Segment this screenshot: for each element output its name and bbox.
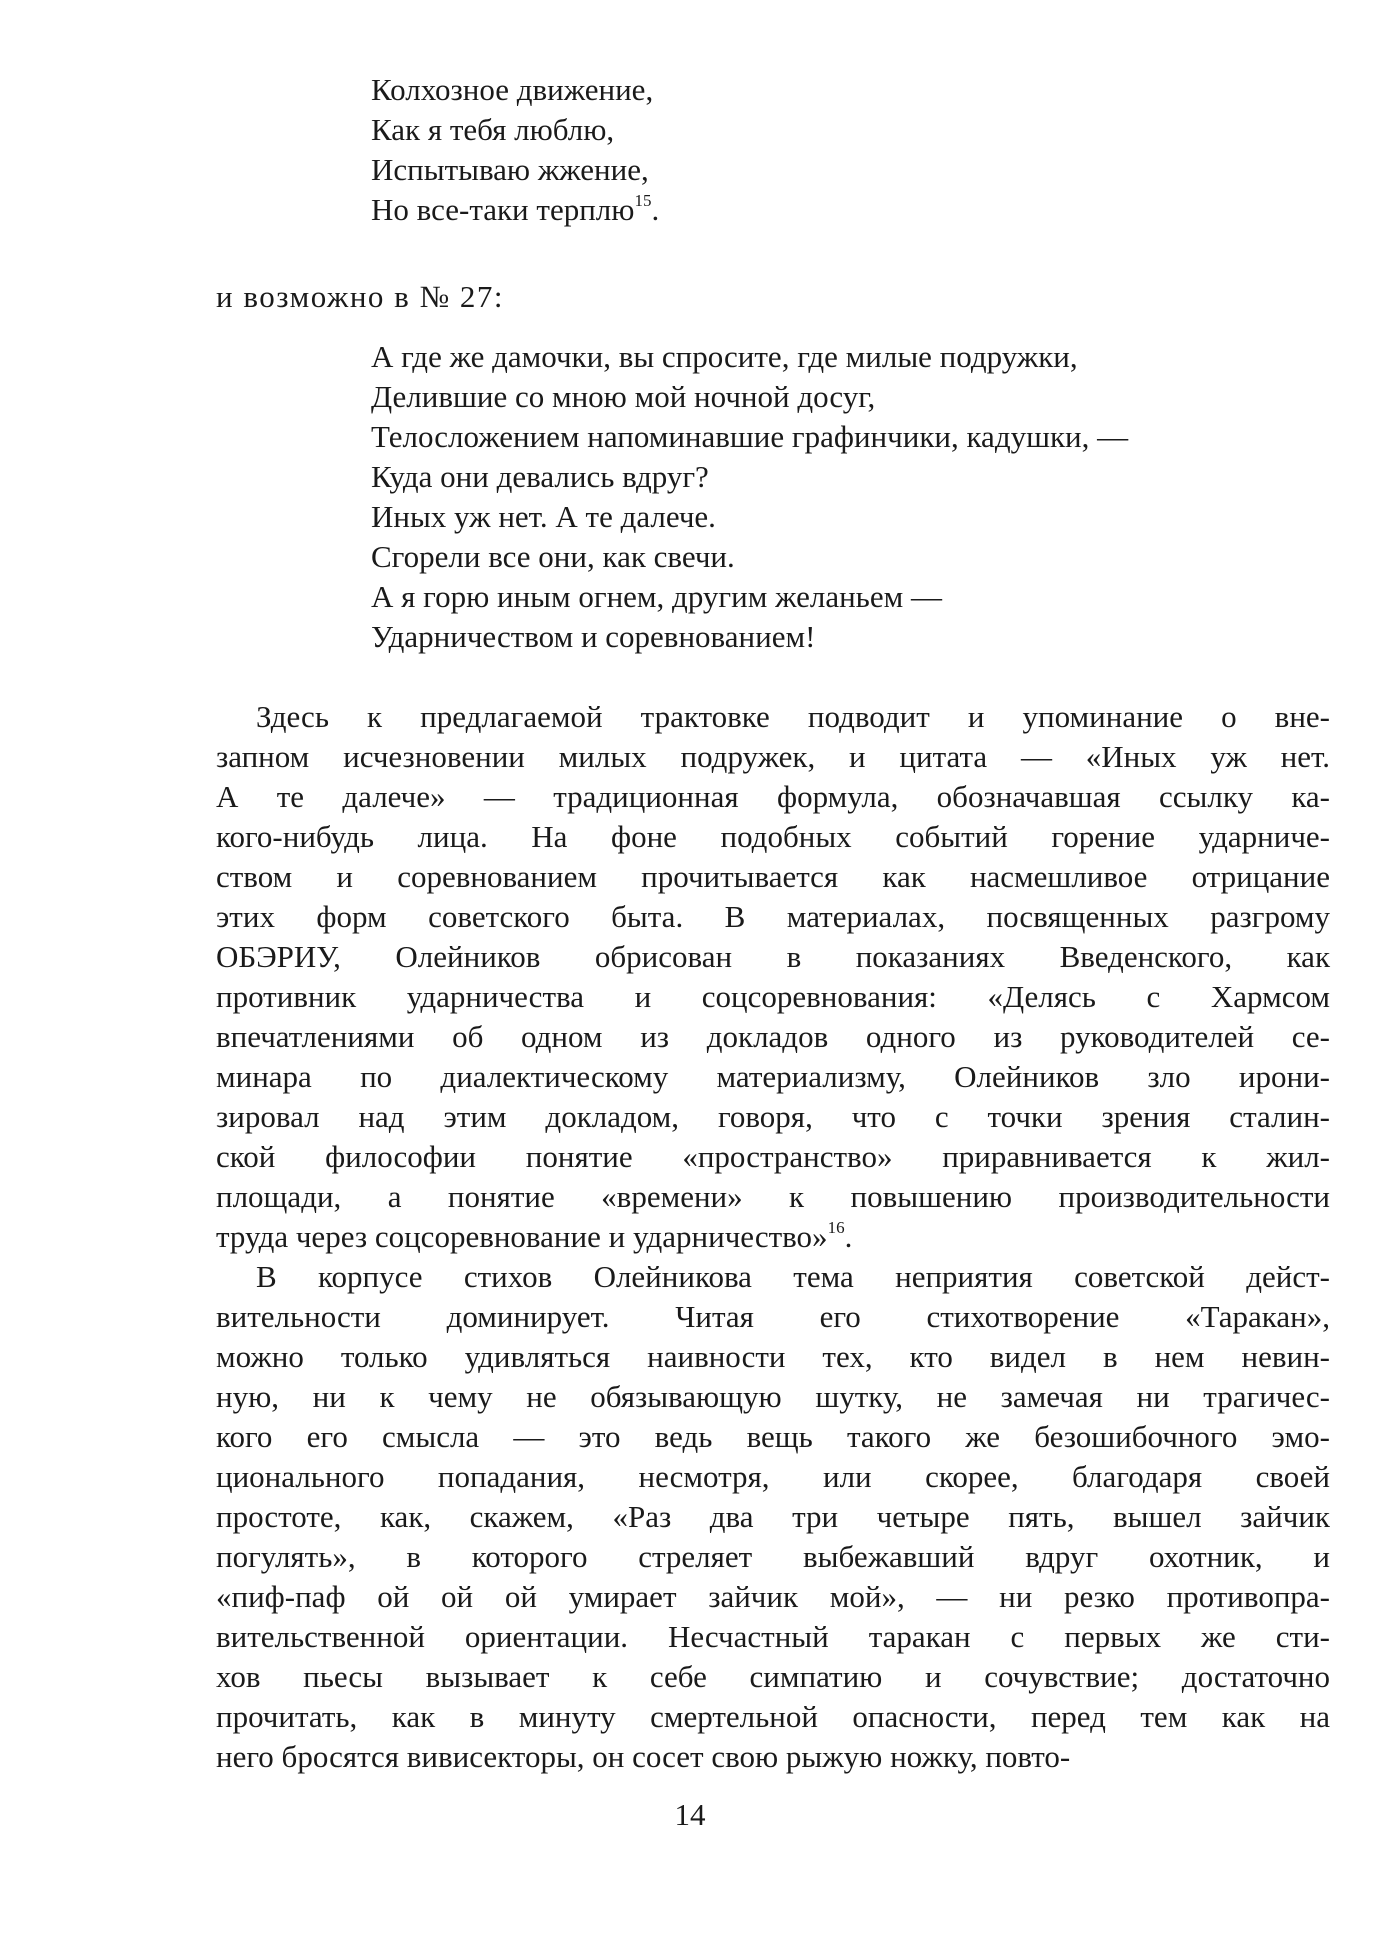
line-text: ской философии понятие «пространство» приравнивается к жил-: [216, 1139, 1330, 1174]
line-text: А я горю иным огнем, другим желаньем —: [371, 579, 942, 614]
line-text: площади, а понятие «времени» к повышению производительности: [216, 1179, 1330, 1214]
line-text: Колхозное движение,: [371, 72, 654, 107]
poem-line: [371, 417, 1128, 457]
intro-line: и возможно в № 27:: [216, 279, 505, 314]
paragraph-line: [216, 897, 1330, 937]
line-text: В корпусе стихов Олейникова тема неприятия советской дейст-: [256, 1259, 1330, 1294]
line-text: Сгорели все они, как свечи.: [371, 539, 735, 574]
paragraph-line: [216, 1137, 1330, 1177]
paragraph-line: [216, 1217, 1330, 1257]
poem-line: [371, 377, 1128, 417]
poem-line: [371, 110, 659, 150]
poem-line: [371, 617, 1128, 657]
poem-line: [371, 337, 1128, 377]
paragraph-line: [216, 1017, 1330, 1057]
line-text: него бросятся вивисекторы, он сосет свою рыжую ножку, повто-: [216, 1739, 1071, 1774]
line-text: Но все-таки терплю: [371, 192, 635, 227]
line-text: Как я тебя люблю,: [371, 112, 615, 147]
paragraph-line: [216, 737, 1330, 777]
line-text: Здесь к предлагаемой трактовке подводит и упоминание о вне-: [256, 699, 1330, 734]
paragraph-line: [216, 1457, 1330, 1497]
paragraph-line: [216, 1177, 1330, 1217]
paragraph-line: [216, 977, 1330, 1017]
poem-line: [371, 150, 659, 190]
line-text: зировал над этим докладом, говоря, что с точки зрения сталин-: [216, 1099, 1330, 1134]
line-text: Испытываю жжение,: [371, 152, 649, 187]
line-text: прочитать, как в минуту смертельной опасности, перед тем как на: [216, 1699, 1330, 1734]
line-text: хов пьесы вызывает к себе симпатию и сочувствие; достаточно: [216, 1659, 1330, 1694]
line-text: Иных уж нет. А те далече.: [371, 499, 716, 534]
paragraph-line: [216, 817, 1330, 857]
line-text: ством и соревнованием прочитывается как насмешливое отрицание: [216, 859, 1330, 894]
paragraph-line: [216, 1537, 1330, 1577]
line-text: запном исчезновении милых подружек, и цитата — «Иных уж нет.: [216, 739, 1330, 774]
line-text: кого его смысла — это ведь вещь такого же безошибочного эмо-: [216, 1419, 1330, 1454]
line-text: вительственной ориентации. Несчастный таракан с первых же сти-: [216, 1619, 1330, 1654]
line-text: А где же дамочки, вы спросите, где милые подружки,: [371, 339, 1078, 374]
line-text: Куда они девались вдруг?: [371, 459, 709, 494]
paragraph-line: [216, 1297, 1330, 1337]
line-text: этих форм советского быта. В материалах, посвященных разгрому: [216, 899, 1330, 934]
paragraph-line: [216, 1097, 1330, 1137]
line-text: погулять», в которого стреляет выбежавший вдруг охотник, и: [216, 1539, 1330, 1574]
paragraph-line: [216, 1057, 1330, 1097]
line-text: труда через соцсоревнование и ударничество»: [216, 1219, 828, 1254]
paragraph-line: [216, 937, 1330, 977]
line-text: впечатлениями об одном из докладов одного из руководителей се-: [216, 1019, 1330, 1054]
paragraph-line: [216, 1377, 1330, 1417]
line-text: простоте, как, скажем, «Раз два три четыре пять, вышел зайчик: [216, 1499, 1330, 1534]
line-text: Делившие со мною мой ночной досуг,: [371, 379, 876, 414]
paragraph-line: [216, 1337, 1330, 1377]
poem-line: [371, 70, 659, 110]
poem-line: [371, 497, 1128, 537]
line-text: «пиф-паф ой ой ой умирает зайчик мой», — ни резко противопра-: [216, 1579, 1330, 1614]
line-text: А те далече» — традиционная формула, обозначавшая ссылку ка-: [216, 779, 1330, 814]
paragraph-line: [216, 697, 1330, 737]
line-text: Телосложением напоминавшие графинчики, кадушки, —: [371, 419, 1129, 454]
paragraph-line: [216, 857, 1330, 897]
line-text: кого-нибудь лица. На фоне подобных событий горение ударниче-: [216, 819, 1330, 854]
paragraph-line: [216, 1417, 1330, 1457]
paragraph-line: [216, 1497, 1330, 1537]
body-text: [216, 697, 1330, 1777]
paragraph-line: [216, 1737, 1330, 1777]
paragraph-line: [216, 1577, 1330, 1617]
paragraph-line: [216, 1697, 1330, 1737]
line-text: минара по диалектическому материализму, Олейников зло ирони-: [216, 1059, 1330, 1094]
page-number: 14: [674, 1797, 706, 1832]
footnote-ref: 15: [634, 191, 652, 210]
footnote-ref: 16: [827, 1218, 845, 1237]
poem-line: [371, 190, 659, 230]
paragraph-line: [216, 1257, 1330, 1297]
line-text: можно только удивляться наивности тех, кто видел в нем невин-: [216, 1339, 1330, 1374]
line-text: ционального попадания, несмотря, или скорее, благодаря своей: [216, 1459, 1330, 1494]
line-text: противник ударничества и соцсоревнования: «Делясь с Хармсом: [216, 979, 1330, 1014]
poem-kolkhoz: [371, 70, 659, 230]
paragraph-line: [216, 1657, 1330, 1697]
line-text: ОБЭРИУ, Олейников обрисован в показаниях Введенского, как: [216, 939, 1330, 974]
paragraph-line: [216, 1617, 1330, 1657]
poem-line: [371, 577, 1128, 617]
line-text: ную, ни к чему не обязывающую шутку, не замечая ни трагичес-: [216, 1379, 1330, 1414]
poem-line: [371, 457, 1128, 497]
paragraph-line: [216, 777, 1330, 817]
line-text: Ударничеством и соревнованием!: [371, 619, 816, 654]
punctuation: .: [844, 1219, 853, 1254]
line-text: вительности доминирует. Читая его стихотворение «Таракан»,: [216, 1299, 1330, 1334]
poem-line: [371, 537, 1128, 577]
poem-27: [371, 337, 1128, 657]
punctuation: .: [651, 192, 660, 227]
